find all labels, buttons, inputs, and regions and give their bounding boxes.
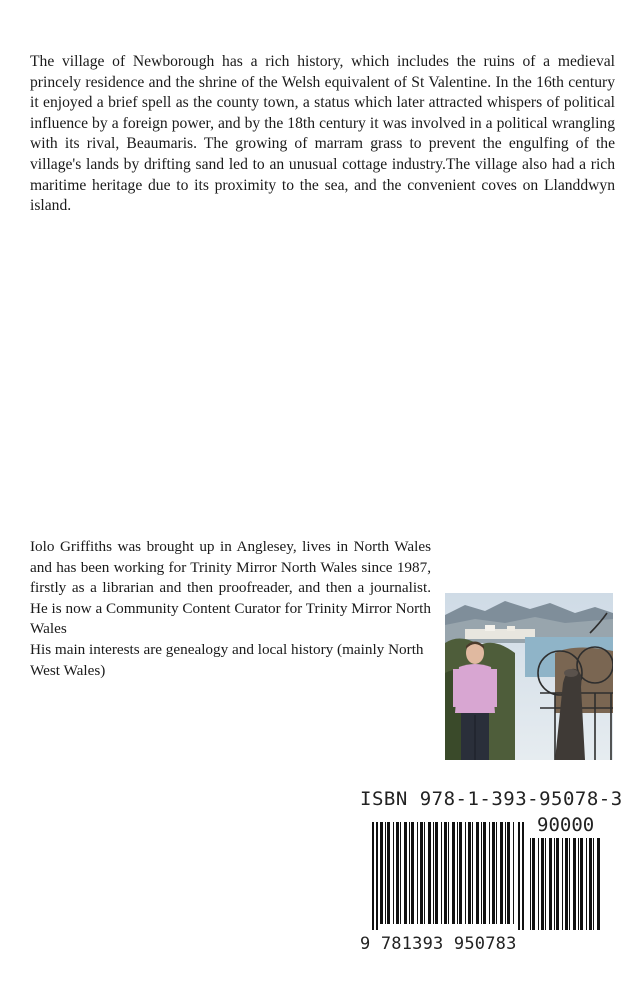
isbn-barcode [360, 788, 623, 958]
author-interests-paragraph: His main interests are genealogy and local history (mainly North West Wales) [30, 640, 424, 679]
author-bio-paragraph: Iolo Griffiths was brought up in Anglesey, lives in North Wales and has been working for Trinity Mirror North Wales since 1987, firstly as a librarian and then proofreader, and then a journalist. He is now a Community Content Curator for Trinity Mirror North Wales [30, 538, 431, 638]
isbn-label: ISBN 978-1-393-95078-3 [360, 788, 623, 810]
author-photo [445, 593, 613, 760]
book-blurb: The village of Newborough has a rich history, which includes the ruins of a medieval princely residence and the shrine of the Welsh equivalent of St Valentine. In the 16th century it enjoyed a brief spell as the county town, a status which later attracted whispers of political influence by a foreign power, and by the 18th century it was involved in a political wrangling with its rival, Beaumaris. The growing of marram grass to prevent the engulfing of the village's lands by drifting sand led to an unusual cottage industry.The village also had a rich maritime heritage due to its proximity to the sea, and the convenient coves on Llanddwyn island. [30, 53, 615, 215]
author-bio [30, 537, 431, 681]
ean-digits: 9 781393 950783 [360, 934, 517, 954]
price-code: 90000 [537, 814, 595, 836]
ean-barcode-bars [360, 788, 623, 958]
